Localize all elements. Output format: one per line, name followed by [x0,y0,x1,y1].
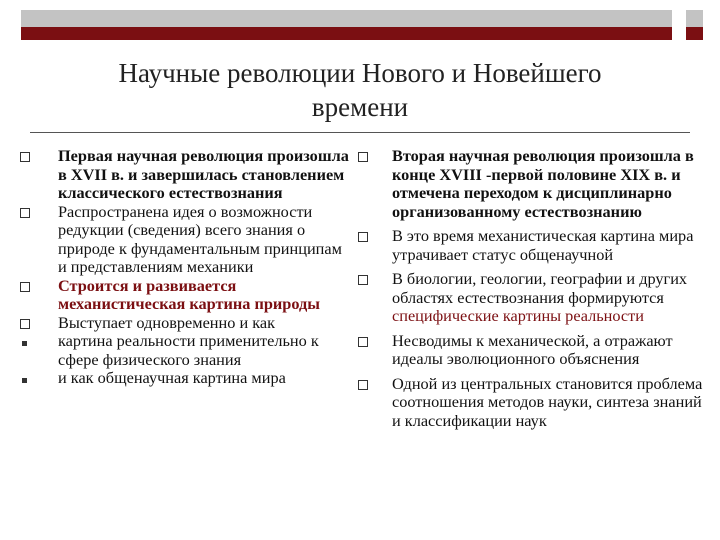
right-item-specific-pictures [352,270,707,326]
right-item-irreducible [352,332,707,369]
left-item-first-revolution [20,147,350,203]
left-item-text: Распространена идея о возможности редукции (сведения) всего знания о природе к фундаментальным принципам и представлениям механики [58,201,342,276]
left-item-reduction-idea [20,203,350,277]
hollow-square-bullet-icon [20,208,30,218]
left-column [20,147,350,388]
header-bar-accent [21,27,672,40]
left-item-mechanistic-picture [20,277,350,314]
hollow-square-bullet-icon [358,152,368,162]
right-column [352,147,707,430]
corner-square-gray [686,10,703,27]
left-item-text: и как общенаучная картина мира [58,368,286,387]
right-item-text: В это время механистическая картина мира утрачивает статус общенаучной [392,226,694,264]
filled-square-bullet-icon [22,378,27,383]
hollow-square-bullet-icon [358,232,368,242]
left-subitem-physics-picture [20,332,350,369]
right-item-second-revolution [352,147,707,221]
right-item-accent-text: специфические картины реальности [392,306,644,325]
left-item-text: картина реальности применительно к сфере физического знания [58,331,319,369]
right-item-loses-status [352,227,707,264]
slide-title-line-1: Научные революции Нового и Новейшего [118,58,602,88]
slide-title-line-2: времени [311,92,409,122]
slide-title [40,56,680,124]
hollow-square-bullet-icon [358,380,368,390]
hollow-square-bullet-icon [358,275,368,285]
hollow-square-bullet-icon [20,152,30,162]
left-item-text: Первая научная революция произошла в XVII в. и завершилась становлением классического естествознания [58,146,349,202]
hollow-square-bullet-icon [20,319,30,329]
header-bar-gray [21,10,672,27]
corner-square-accent [686,27,703,40]
filled-square-bullet-icon [22,341,27,346]
left-item-text: Выступает одновременно и как [58,312,276,332]
left-item-acts-as [20,314,350,333]
hollow-square-bullet-icon [358,337,368,347]
title-divider [30,132,690,133]
left-item-text: Строится и развивается механистическая картина природы [58,275,320,313]
right-item-text: Вторая научная революция произошла в конце XVIII -первой половине XIX в. и отмечена переходом к дисциплинарно организованному естествознанию [392,146,694,221]
right-item-text: Несводимы к механической, а отражают идеалы эволюционного объяснения [392,330,673,368]
hollow-square-bullet-icon [20,282,30,292]
right-item-text: В биологии, геологии, географии и других областях естествознания формируются [392,269,688,307]
left-subitem-general-picture [20,369,350,388]
right-item-text: Одной из центральных становится проблема соотношения методов науки, синтеза знаний и классификации наук [392,373,703,430]
right-item-central-problem [352,375,707,431]
